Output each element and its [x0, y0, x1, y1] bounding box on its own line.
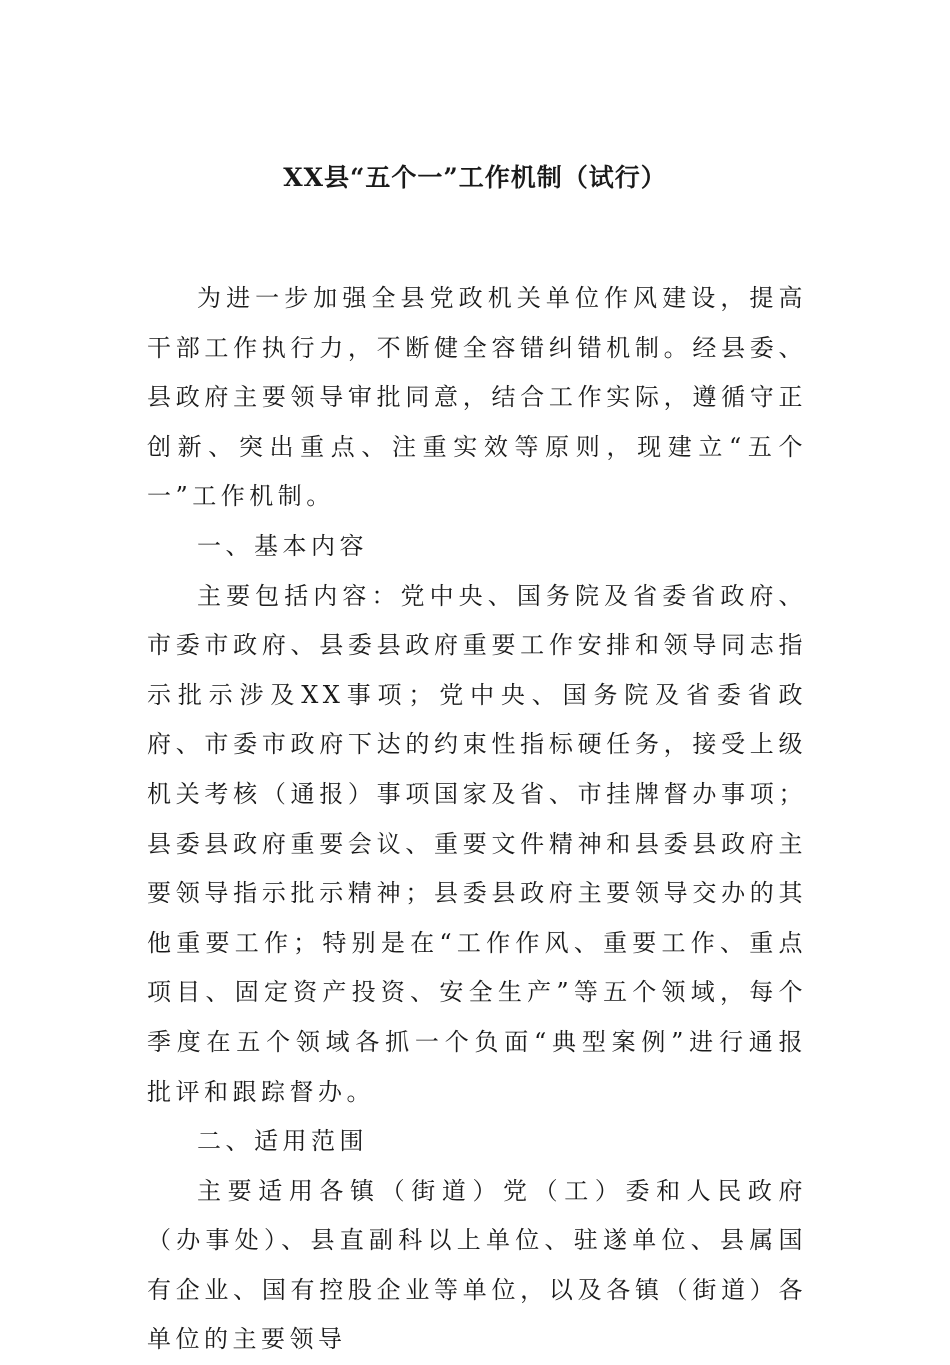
- intro-paragraph: 为进一步加强全县党政机关单位作风建设，提高干部工作执行力，不断健全容错纠错机制。经县委、县政府主要领导审批同意，结合工作实际，遵循守正创新、突出重点、注重实效等原则，现建立“五个一”工作机制。: [147, 284, 807, 511]
- scope-paragraph: 主要适用各镇（街道）党（工）委和人民政府（办事处）、县直副科以上单位、驻遂单位、县属国有企业、国有控股企业等单位，以及各镇（街道）各单位的主要领导: [147, 1176, 807, 1354]
- section-heading-scope: 二、适用范围: [197, 1127, 368, 1156]
- document-title: XX县“五个一”工作机制（试行）: [283, 163, 667, 192]
- document-body: [147, 274, 807, 1365]
- basic-content-paragraph: 主要包括内容：党中央、国务院及省委省政府、市委市政府、县委县政府重要工作安排和领导同志指示批示涉及XX事项；党中央、国务院及省委省政府、市委市政府下达的约束性指标硬任务，接受上级机关考核（通报）事项国家及省、市挂牌督办事项；县委县政府重要会议、重要文件精神和县委县政府主要领导指示批示精神；县委县政府主要领导交办的其他重要工作；特别是在“工作作风、重要工作、重点项目、固定资产投资、安全生产”等五个领域，每个季度在五个领域各抓一个负面“典型案例”进行通报批评和跟踪督办。: [147, 581, 807, 1106]
- section-heading-basic-content: 一、基本内容: [197, 531, 368, 560]
